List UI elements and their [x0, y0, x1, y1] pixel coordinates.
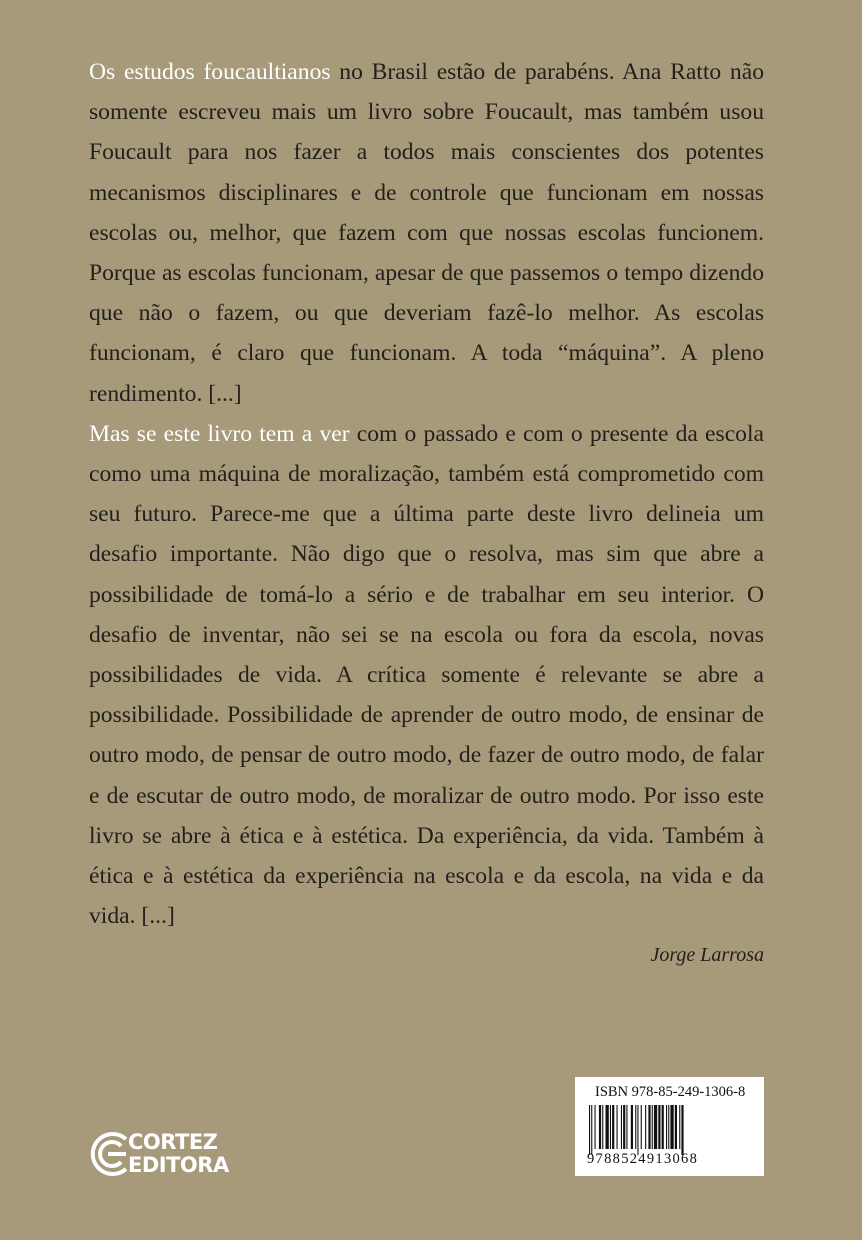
logo-text-editora: EDITORA: [128, 1153, 229, 1177]
barcode-bar: [654, 1105, 657, 1149]
barcode-bar: [662, 1105, 664, 1149]
barcode-bar: [602, 1105, 603, 1149]
barcode-bar: [645, 1105, 646, 1149]
barcode-bar: [635, 1105, 636, 1149]
barcode-bar: [612, 1105, 614, 1149]
barcode-bar: [623, 1105, 625, 1149]
barcode-bar: [670, 1105, 673, 1149]
barcode-bar: [610, 1105, 611, 1149]
barcode-bar: [658, 1105, 660, 1149]
barcode-bar: [606, 1105, 609, 1149]
barcode-bars: [589, 1105, 751, 1155]
paragraph-2-body: com o passado e com o presente da escola como uma máquina de moralização, também está comprometido com seu futuro. Parece-me que a última parte deste livro delineia um desafio importante. Não digo que o resolva, mas sim que abre a possibilidade de tomá-lo a sério e de trabalhar em seu interior. O desafio de inventar, não sei se na escola ou fora da escola, novas possibilidades de vida. A crítica somente é relevante se abre a possibilidade. Possibilidade de aprender de outro modo, de ensinar de outro modo, de pensar de outro modo, de fazer de outro modo, de falar e de escutar de outro modo, de moralizar de outro modo. Por isso este livro se abre à ética e à estética. Da experiência, da vida. Também à ética e à estética da experiência na escola e da escola, na vida e da vida. [...]: [89, 420, 764, 930]
barcode-bar: [652, 1105, 653, 1149]
barcode-bar: [617, 1105, 618, 1149]
barcode-bar: [589, 1105, 590, 1155]
paragraph-1: [89, 52, 764, 414]
barcode-bar: [648, 1105, 650, 1149]
barcode-bar: [675, 1105, 677, 1149]
isbn-label: ISBN 978-85-249-1306-8: [595, 1084, 746, 1100]
barcode-bar: [679, 1105, 680, 1149]
isbn-barcode: [575, 1077, 764, 1176]
paragraph-2-lead: Mas se este livro tem a ver: [89, 420, 350, 447]
barcode-bar: [621, 1105, 622, 1149]
paragraph-1-lead: Os estudos foucaultianos: [89, 59, 331, 85]
barcode-bar: [595, 1105, 596, 1149]
author-signature: Jorge Larrosa: [650, 944, 764, 967]
back-cover-text: [89, 52, 764, 969]
publisher-logo: [88, 1127, 228, 1183]
cortez-c-logo-icon: [88, 1129, 132, 1179]
barcode-digits: 9788524913068: [587, 1151, 699, 1167]
barcode-bar: [591, 1105, 592, 1155]
barcode-bar: [668, 1105, 669, 1149]
barcode-bar: [641, 1105, 642, 1149]
barcode-bar: [666, 1105, 667, 1149]
barcode-bar: [626, 1105, 627, 1149]
logo-text-cortez: CORTEZ: [128, 1130, 218, 1154]
paragraph-1-body: no Brasil estão de parabéns. Ana Ratto não somente escreveu mais um livro sobre Foucault, mas também usou Foucault para nos fazer a todos mais conscientes dos potentes mecanismos disciplinares e de controle que funcionam em nossas escolas ou, melhor, que fazem com que nossas escolas funcionem. Porque as escolas funcionam, apesar de que passemos o tempo dizendo que não o fazem, ou que deveriam fazê-lo melhor. As escolas funcionam, é claro que funcionam. A toda “máquina”. A pleno rendimento. [...]: [89, 59, 764, 407]
barcode-bar: [681, 1105, 683, 1155]
barcode-bar: [599, 1105, 601, 1149]
barcode-bar: [637, 1105, 638, 1155]
barcode-bar: [631, 1105, 633, 1149]
paragraph-2: [89, 414, 764, 937]
